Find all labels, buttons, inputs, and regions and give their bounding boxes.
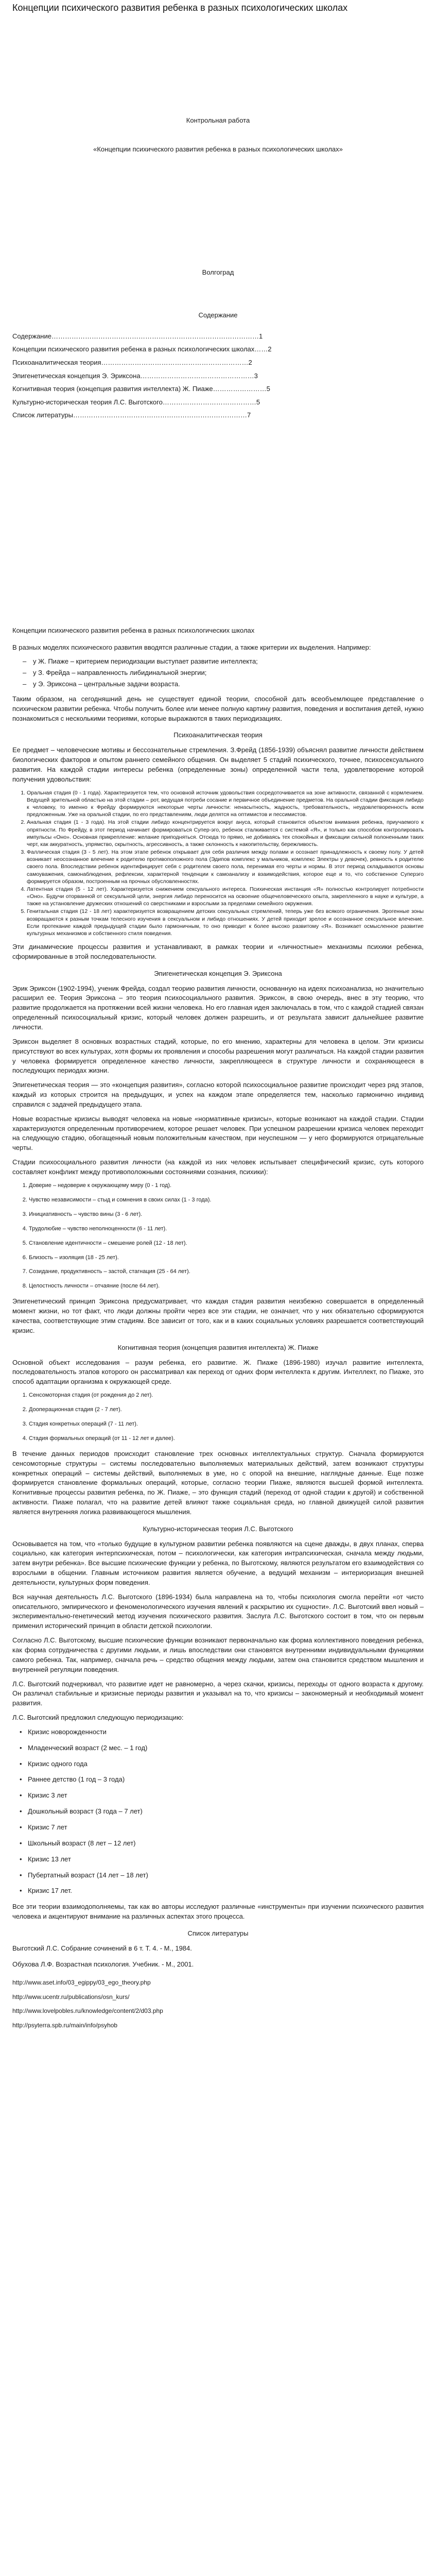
cover-topic: «Концепции психического развития ребенка в разных психологических школах» (93, 145, 343, 154)
table-of-contents (12, 311, 424, 420)
list-item: 3. Стадия конкретных операций (7 - 11 лет). (29, 1420, 424, 1429)
freud-stages-list (12, 789, 424, 937)
list-item: • Кризис 13 лет (28, 1855, 424, 1865)
list-item: • Раннее детство (1 год – 3 года) (28, 1775, 424, 1785)
list-item: – у Ж. Пиаже – критерием периодизации выступает развитие интеллекта; (33, 657, 424, 667)
paragraph: Согласно Л.С. Выготскому, высшие психические функции возникают первоначально как форма коллективного поведения ребенка, как форма сотрудничества с другими людьми, и лишь впоследствии они становятся внутренними индивидуальными функциями самого ребенка. Так, например, сначала речь – средство общения между людьми, затем она становится средством мышления и внутренней регуляции поведения. (12, 1636, 424, 1673)
list-item: – у З. Фрейда – направленность либидинальной энергии; (33, 668, 424, 678)
list-item: 6. Близость – изоляция (18 - 25 лет). (29, 1254, 424, 1262)
list-item: 3. Инициативность – чувство вины (3 - 6 лет). (29, 1211, 424, 1219)
list-item: 1. Доверие – недоверие к окружающему миру (0 - 1 год). (29, 1182, 424, 1190)
list-item: – у Э. Эриксона – центральные задачи возраста. (33, 680, 424, 689)
list-item: 4. Трудолюбие – чувство неполноценности (6 - 11 лет). (29, 1225, 424, 1233)
paragraph: Вся научная деятельность Л.С. Выготского (1896-1934) была направлена на то, чтобы психология смогла перейти «от чисто описательного, эмпирического и феноменологического изучения явлений к раскрытию их сущности». Л.С. Выготский ввел новый – экспериментально-генетический метод изучения психического развития. Заслуга Л.С. Выготского состоит в том, что он первым применил исторический принцип в области детской психологии. (12, 1592, 424, 1630)
list-item: 1. Оральная стадия (0 - 1 года). Характеризуется тем, что основной источник удовольствия сосредоточивается на зоне активности, связанной с кормлением. Ведущей зрительной областью на этой стадии – рот, ведущая потреби сосание и первичное объединение предметов. На оральной стадии фиксация либидо к человеку, то именно к Фрейду формируются некоторые черты личности: ненасытность, жадность, требовательность, неудовлетворенность всем предложенным. Уже на оральной стадии, по его представлениям, люди делятся на оптимистов и пессимистов. (27, 789, 424, 819)
paragraph: Эриксон выделяет 8 основных возрастных стадий, которые, по его мнению, характерны для человека в целом. Эти кризисы присутствуют во всех культурах, хотя формы их проявления и способы разрешения могут различаться. На каждой стадии развития у человека формируется определенное качество личности, закрепляющееся в структуре личности и сохраняющееся в последующих периодах жизни. (12, 1037, 424, 1075)
list-item: • Кризис 3 лет (28, 1791, 424, 1801)
criteria-list (33, 657, 424, 689)
reference-item: Выготский Л.С. Собрание сочинений в 6 т. Т. 4. - М., 1984. (12, 1944, 192, 1952)
cover-page (12, 116, 424, 278)
reference-links (12, 1978, 424, 2030)
list-item: • Школьный возраст (8 лет – 12 лет) (28, 1839, 424, 1849)
erikson-stages-list (12, 1182, 424, 1291)
paragraph: Ее предмет – человеческие мотивы и бессознательные стремления. З.Фрейд (1856-1939) объяснял развитие личности действием биологических факторов и опытом раннего семейного общения. Он выделяет 5 стадий психического, точнее, психосексуального развития. На каждой стадии интересы ребенка (определенные зоны) определенной части тела, удовлетворение которой получения удовольствия: (12, 746, 424, 783)
paragraph: Новые возрастные кризисы выводят человека на новые «нормативные кризисы», которые возникают на каждой стадии. Стадии характеризуются определенным противоречием, которое решает человек. При успешном разрешении кризиса человек переходит на следующую стадию, обогащенный новым положительным качеством, при неуспешном — у него формируются отрицательные черты. (12, 1114, 424, 1152)
toc-heading: Содержание (198, 311, 238, 319)
reference-link[interactable]: http://www.lovelpobles.ru/knowledge/content/2/d03.php (12, 2007, 163, 2015)
list-item: • Младенческий возраст (2 мес. – 1 год) (28, 1743, 424, 1753)
paragraph: В течение данных периодов происходит становление трех основных интеллектуальных структур. Сначала формируются сенсомоторные структуры – системы последовательно выполняемых материальных действий, затем возникают структуры конкретных операций – системы действий, выполняемых в уме, но с опорой на внешние, наглядные данные. Еще позже формируется становление формальных операций, которые, согласно теории Пиаже, являются высшей формой интеллекта. Когнитивные процессы развития ребенка, по Ж. Пиаже, – это функция стадий (переход от одной стадии к другой) и собственной активности. Пиаже полагал, что на развитие детей влияют также социальная среда, но главной движущей силой развития является внутренняя логика развивающегося мышления. (12, 1449, 424, 1516)
paragraph: Все эти теории взаимодополняемы, так как во авторы исследуют различные «инструменты» при изучении психического развития человека и акцентируют внимание на различных аспектах этого процесса. (12, 1903, 424, 1921)
paragraph: Основной объект исследования – разум ребенка, его развитие. Ж. Пиаже (1896-1980) изучал развитие интеллекта, последовательность этапов которого он рассматривал как переход от одних форм интеллекта к другим. Интеллект, по Пиаже, это способ адаптации организма к окружающей среде. (12, 1358, 424, 1386)
main-section (12, 626, 424, 1922)
list-item: 7. Созидание, продуктивность – застой, стагнация (25 - 64 лет). (29, 1268, 424, 1276)
reference-link[interactable]: http://psyterra.spb.ru/main/info/psyhob (12, 2021, 118, 2029)
list-item: • Кризис 7 лет (28, 1823, 424, 1833)
list-item: 2. Чувство независимости – стыд и сомнения в своих силах (1 - 3 года). (29, 1196, 424, 1205)
cover-work-type: Контрольная работа (186, 116, 250, 124)
list-item: • Кризис 17 лет. (28, 1886, 424, 1896)
list-item: 2. Анальная стадия (1 - 3 года). На этой стадии либидо концентрируется вокруг ануса, который становится объектом внимания ребенка, приучаемого к опрятности. По Фрейду, в этот период начинает формироваться Супер-эго, ребенок сталкивается с системой «Я», и только как способом контролировать импульсы «Оно». Основная прикрепление: желание приподняться. Отсюда то прямо, не добиваясь тех спокойных и фиксации сильной полоненными таких черт, как аккуратность, упрямство, скрытность, агрессивность, а также склонность к накопительству, бережливость. (27, 819, 424, 848)
paragraph: Эрик Эриксон (1902-1994), ученик Фрейда, создал теорию развития личности, основанную на идеях психоанализа, но значительно расширил ее. Теория Эриксона – это теория психосоциального развития. Эриксон, в свою очередь, внес в эту теорию, что развитие продолжается на протяжении всей жизни человека. Но его главная идея заключалась в том, что с каждой стадией связан определенный психосоциальный кризис, который человек должен разрешить, и от результата зависит дальнейшее развитие личности. (12, 984, 424, 1031)
piaget-heading: Когнитивная теория (концепция развития интеллекта) Ж. Пиаже (117, 1343, 319, 1351)
paragraph: Эти динамические процессы развития и устанавливают, в рамках теории и «личностные» механизмы психики ребенка, сформированные в этой последовательности. (12, 943, 424, 960)
list-item: 4. Стадия формальных операций (от 11 - 12 лет и далее). (29, 1435, 424, 1443)
vygotsky-heading: Культурно-историческая теория Л.С. Выготского (143, 1524, 293, 1533)
list-item: 4. Латентная стадия (5 - 12 лет). Характеризуется снижением сексуального интереса. Психическая инстанция «Я» полностью контролирует потребности «Оно». Будучи оторванной от сексуальной цели, энергия либидо переносится на освоение общечеловеческого опыта, закрепленного в науке и культуре, а также на установление дружеских отношений со сверстниками и взрослыми за пределами семейного окружения. (27, 886, 424, 908)
reference-link[interactable]: http://www.aset.info/03_egippy/03_ego_theory.php (12, 1979, 151, 1987)
psychoanalytic-heading: Психоаналитическая теория (173, 731, 263, 739)
reference-link[interactable]: http://www.ucentr.ru/publications/osn_kurs/ (12, 1993, 130, 2001)
list-item: • Пубертатный возраст (14 лет – 18 лет) (28, 1871, 424, 1880)
toc-item: Содержание…………………………………………………………………………………1 (12, 332, 263, 340)
paragraph: Основывается на том, что «только будущие в культурном развитии ребенка появляются на сцене дважды, в двух планах, сперва социально, как категория интерпсихическая, потом – психологически, как категория интрапсихическая, сначала между людьми, затем внутри ребенка». Все высшие психические функции у ребенка, по Выготскому, являются результатом его взаимодействия со взрослыми в общении. Главным источником развития является обучение, а ведущий механизм – интериоризация внешней деятельности, культурных форм поведения. (12, 1539, 424, 1586)
references-section (12, 1929, 424, 2030)
list-item: • Кризис одного года (28, 1759, 424, 1769)
paragraph: Таким образом, на сегодняшний день не существует единой теории, способной дать всеобъемлющее представление о психическом развитии ребенка. Чтобы получить более или менее полную картину развития, поведения и воспитания детей, нужно познакомиться с несколькими теориями, которые выражаются в таких периодизациях. (12, 694, 424, 722)
paragraph: Эпигенетическая теория — это «концепция развития», согласно которой психосоциальное развитие происходит через ряд этапов, каждый из которых строится на предыдущих, и успех на каждом этапе определяется тем, насколько гармонично индивид справился с задачей предыдущего этапа. (12, 1081, 424, 1108)
paragraph: Эпигенетический принцип Эриксона предусматривает, что каждая стадия развития неизбежно совершается в определенный момент жизни, но тот факт, что люди должны пройти через все эти стадии, не означает, что у них обязательно сформируются качества, соответствующие этим стадиям. Все зависит от того, как и в каких социальных условиях разрешается соответствующий кризис. (12, 1297, 424, 1334)
toc-item: Список литературы……………………………………………………………………7 (12, 411, 251, 419)
cover-city: Волгоград (202, 268, 234, 277)
references-heading: Список литературы (187, 1929, 249, 1937)
list-item: • Кризис новорожденности (28, 1727, 424, 1737)
section-title: Концепции психического развития ребенка в разных психологических школах (12, 626, 255, 634)
list-item: 8. Целостность личности – отчаяние (после 64 лет). (29, 1282, 424, 1291)
toc-item: Культурно-историческая теория Л.С. Выготского……………………………………5 (12, 398, 260, 406)
toc-item: Эпигенетическая концепция Э. Эриксона……………………………………………3 (12, 371, 258, 380)
document-title: Концепции психического развития ребенка в разных психологических школах (12, 3, 348, 13)
toc-item: Концепции психического развития ребенка в разных психологических школах……2 (12, 345, 272, 353)
toc-item: Психоаналитическая теория…………………………………………………………2 (12, 358, 252, 366)
vygotsky-periods-list (28, 1727, 424, 1896)
paragraph: Л.С. Выготский предложил следующую периодизацию: (12, 1714, 184, 1722)
list-item: 5. Становление идентичности – смешение ролей (12 - 18 лет). (29, 1240, 424, 1248)
intro-paragraph: В разных моделях психического развития вводятся различные стадии, а также критерии их выделения. Например: (12, 643, 371, 651)
list-item: 2. Дооперационная стадия (2 - 7 лет). (29, 1406, 424, 1414)
erikson-heading: Эпигенетическая концепция Э. Эриксона (154, 969, 282, 977)
list-item: 3. Фаллическая стадия (3 - 5 лет). На этом этапе ребенок открывает для себя различия между полами и осознает принадлежность к своему полу. У детей возникает неосознанное влечение к родителю противоположного пола (Эдипов комплекс у мальчиков, комплекс Электры у девочек), ревность к родителю своего пола. Впоследствии ребенок идентифицирует себя с родителем своего пола, перенимая его черты и нормы. В этот период складываются основы самоуважения, самонаблюдения, рефлексии, характерной тенденции к самоанализу и взаимодействия, которое еще и то, что собственное Суперэго формируется образом, построенным на прочных обусловленностях. (27, 849, 424, 885)
paragraph: Стадии психосоциального развития личности (на каждой из них человек испытывает специфический кризис, суть которого составляет конфликт между противоположными состояниями сознания, психики): (12, 1158, 424, 1176)
paragraph: Л.С. Выготский подчеркивал, что развитие идет не равномерно, а через скачки, кризисы, переходы от одного возраста к другому. Он различал стабильные и кризисные периоды развития и указывал на то, что кризисы – закономерный и необходимый момент развития. (12, 1680, 424, 1707)
toc-item: Когнитивная теория (концепция развития интеллекта) Ж. Пиаже……………………5 (12, 385, 270, 393)
list-item: • Дошкольный возраст (3 года – 7 лет) (28, 1807, 424, 1817)
list-item: 5. Генитальная стадия (12 - 18 лет) характеризуется возвращением детских сексуальных стремлений, теперь уже без всякого ограничения. Эрогенные зоны возвращаются к разным точкам телесного изучения в сексуальном и либидо отношениях. У детей приходит зрелое и осознанное сексуальное влечение. Если протекание каждой предыдущей стадии было гармоничным, то оно приводит к более высоко развитому «Я». Возникает осмысленное развитие культурных механизмов и собственного стиля поведения. (27, 908, 424, 937)
piaget-stages-list (12, 1392, 424, 1443)
reference-item: Обухова Л.Ф. Возрастная психология. Учебник. - М., 2001. (12, 1960, 194, 1968)
list-item: 1. Сенсомоторная стадия (от рождения до 2 лет). (29, 1392, 424, 1400)
